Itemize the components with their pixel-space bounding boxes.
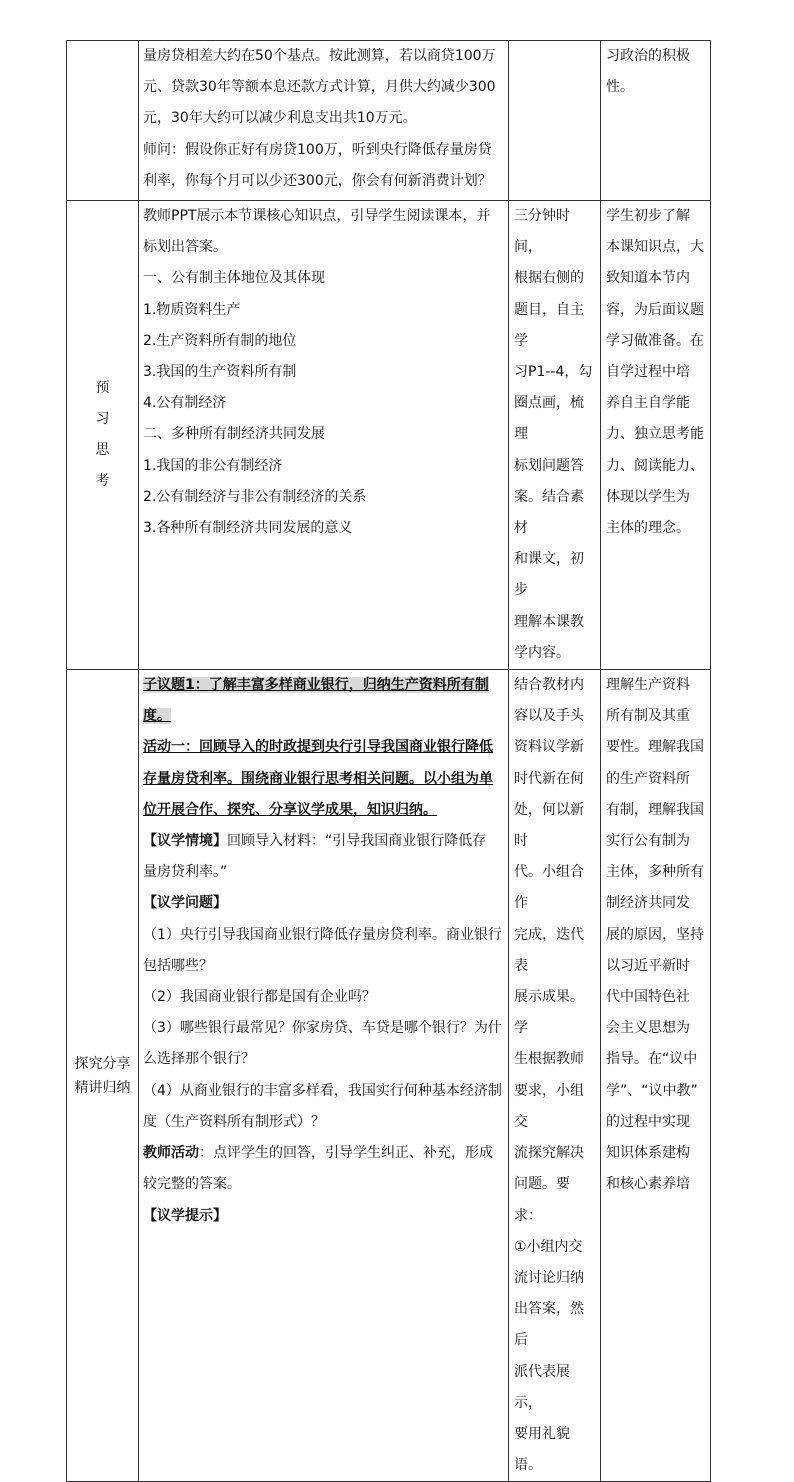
question-line: （2）我国商业银行都是国有企业吗？ xyxy=(143,989,376,1006)
stage-char: 思 xyxy=(95,442,110,459)
question-line: 度（生产资料所有制形式）？ xyxy=(143,1113,325,1130)
question-line: 么选择那个银行？ xyxy=(143,1051,255,1068)
text-line: 自学过程中培 xyxy=(606,364,690,381)
text-line: 3.各种所有制经济共同发展的意义 xyxy=(143,520,353,537)
question-line: （4）从商业银行的丰富多样看，我国实行何种基本经济制 xyxy=(143,1082,502,1099)
text-line: 致知道本节内 xyxy=(606,270,690,287)
activity-cell xyxy=(509,41,601,201)
text-line: 习政治的积极 xyxy=(606,48,690,64)
stage-label: 精讲归纳 xyxy=(74,1079,131,1096)
text-line: 力、阅读能力、 xyxy=(606,457,704,474)
text-line: 实行公有制为 xyxy=(606,833,690,850)
text-line: 代中国特色社 xyxy=(606,989,690,1006)
purpose-cell xyxy=(601,41,711,201)
text-line: 理解生产资料 xyxy=(606,677,690,694)
text-line: 展的原因，坚持 xyxy=(606,926,704,943)
question-line: （1）央行引导我国商业银行降低存量房贷利率。商业银行 xyxy=(143,926,502,943)
text-line: 本课知识点，大 xyxy=(606,239,704,256)
text-line: 和课文，初步 xyxy=(514,551,584,599)
text-line: 学习做准备。在 xyxy=(606,332,704,349)
text-line: 问题。要求： xyxy=(514,1176,570,1224)
hint-label: 【议学提示】 xyxy=(143,1207,227,1224)
stage-cell xyxy=(67,201,139,670)
stage-char: 习 xyxy=(95,410,110,427)
text-line: 1.我国的非公有制经济 xyxy=(143,457,283,474)
table-row xyxy=(67,41,711,201)
context-text: 回顾导入材料：“引导我国商业银行降低存 xyxy=(227,833,487,850)
text-line: 时代新在何 xyxy=(514,770,584,787)
question-line: 包括哪些？ xyxy=(143,957,213,974)
activity-heading: 存量房贷利率。围绕商业银行思考相关问题。以小组为单 xyxy=(143,770,493,787)
text-line: 三分钟时间， xyxy=(514,208,570,256)
context-label: 【议学情境】 xyxy=(143,833,227,850)
text-line: 展示成果。学 xyxy=(514,989,584,1037)
text-line: 制经济共同发 xyxy=(606,895,690,912)
text-line: 出答案，然后 xyxy=(514,1301,584,1349)
text-line: 的过程中实现 xyxy=(606,1113,690,1130)
stage-cell xyxy=(67,670,139,1482)
text-line: 的生产资料所 xyxy=(606,770,690,787)
stage-cell xyxy=(67,41,139,201)
text-line: 一、公有制主体地位及其体现 xyxy=(143,270,325,287)
text-line: 圈点画，梳理 xyxy=(514,395,584,443)
purpose-cell xyxy=(601,670,711,1482)
content-cell xyxy=(139,670,509,1482)
text-line: 标划出答案。 xyxy=(143,239,227,256)
text-line: 会主义思想为 xyxy=(606,1020,690,1037)
text-line: 要求，小组交 xyxy=(514,1082,584,1130)
purpose-cell xyxy=(601,201,711,670)
table-row xyxy=(67,201,711,670)
text-line: 元、贷款30年等额本息还款方式计算，月供大约减少300 xyxy=(143,79,496,96)
question-line: （3）哪些银行最常见？你家房贷、车贷是哪个银行？为什 xyxy=(143,1020,502,1037)
text-line: 处，何以新时 xyxy=(514,801,584,850)
text-line: 学内容。 xyxy=(514,644,570,661)
text-line: 主体，多种所有 xyxy=(606,864,704,881)
text-line: 标划问题答 xyxy=(514,457,584,474)
content-cell xyxy=(139,41,509,201)
context-text: 量房贷利率。” xyxy=(143,864,228,881)
activity-heading: 活动一：回顾导入的时政提到央行引导我国商业银行降低 xyxy=(143,739,493,756)
text-line: 养自主自学能 xyxy=(606,395,690,412)
text-line: 习P1--4，勾 xyxy=(514,364,593,381)
text-line: 题目，自主学 xyxy=(514,301,584,349)
text-line: 主体的理念。 xyxy=(606,520,690,537)
text-line: 理解本课教 xyxy=(514,613,584,630)
text-line: 资料议学新 xyxy=(514,739,584,756)
text-line: 案。结合素材 xyxy=(514,488,584,537)
activity-cell xyxy=(509,201,601,670)
text-line: 容，为后面议题 xyxy=(606,301,704,318)
text-line: 2.公有制经济与非公有制经济的关系 xyxy=(143,488,367,505)
stage-label: 探究分享 xyxy=(74,1055,131,1072)
text-line: 元，30年大约可以减少利息支出共10万元。 xyxy=(143,110,417,127)
text-line: 容以及手头 xyxy=(514,708,584,725)
text-line: 3.我国的生产资料所有制 xyxy=(143,364,297,381)
text-line: 量房贷相差大约在50个基点。按此测算，若以商贷100万 xyxy=(143,48,496,64)
text-line: 和核心素养培 xyxy=(606,1176,690,1193)
text-line: 流讨论归纳 xyxy=(514,1269,584,1286)
text-line: 流探究解决 xyxy=(514,1145,584,1162)
text-line: 生根据教师 xyxy=(514,1051,584,1068)
text-line: 指导。在“议中 xyxy=(606,1051,698,1068)
text-line: 以习近平新时 xyxy=(606,957,690,974)
activity-heading: 位开展合作、探究、分享议学成果，知识归纳。 xyxy=(143,801,437,818)
teacher-label: 教师活动 xyxy=(143,1145,199,1162)
text-line: 要用礼貌语。 xyxy=(514,1425,570,1474)
text-line: 2.生产资料所有制的地位 xyxy=(143,332,297,349)
text-line: 1.物质资料生产 xyxy=(143,301,241,318)
stage-char: 考 xyxy=(95,473,110,490)
teacher-text: ：点评学生的回答，引导学生纠正、补充，形成 xyxy=(199,1145,493,1162)
text-line: 性。 xyxy=(606,79,634,96)
text-line: 根据右侧的 xyxy=(514,270,584,287)
text-line: ①小组内交 xyxy=(514,1238,583,1255)
subtopic-heading: 子议题1：了解丰富多样商业银行，归纳生产资料所有制度。 xyxy=(143,677,489,725)
text-line: 所有制及其重 xyxy=(606,708,690,725)
text-line: 要性。理解我国 xyxy=(606,739,704,756)
text-line: 教师PPT展示本节课核心知识点，引导学生阅读课本，并 xyxy=(143,208,491,224)
text-line: 学生初步了解 xyxy=(606,208,690,224)
text-line: 体现以学生为 xyxy=(606,488,690,505)
text-line: 代。小组合作 xyxy=(514,864,584,912)
questions-label: 【议学问题】 xyxy=(143,895,227,912)
text-line: 结合教材内 xyxy=(514,677,584,694)
lesson-plan-table xyxy=(66,40,711,1482)
table-row xyxy=(67,670,711,1482)
activity-cell xyxy=(509,670,601,1482)
text-line: 二、多种所有制经济共同发展 xyxy=(143,426,325,443)
text-line: 知识体系建构 xyxy=(606,1145,690,1162)
text-line: 派代表展示， xyxy=(514,1363,570,1411)
content-cell xyxy=(139,201,509,670)
text-line: 学”、“议中教” xyxy=(606,1082,698,1099)
text-line: 利率，你每个月可以少还300元，你会有何新消费计划？ xyxy=(143,172,492,189)
text-line: 有制，理解我国 xyxy=(606,801,704,818)
text-line: 力、独立思考能 xyxy=(606,426,704,443)
stage-char: 预 xyxy=(95,379,110,396)
teacher-text: 较完整的答案。 xyxy=(143,1176,241,1193)
text-line: 4.公有制经济 xyxy=(143,395,227,412)
text-line: 师问：假设你正好有房贷100万，听到央行降低存量房贷 xyxy=(143,141,492,158)
text-line: 完成，迭代表 xyxy=(514,926,584,974)
